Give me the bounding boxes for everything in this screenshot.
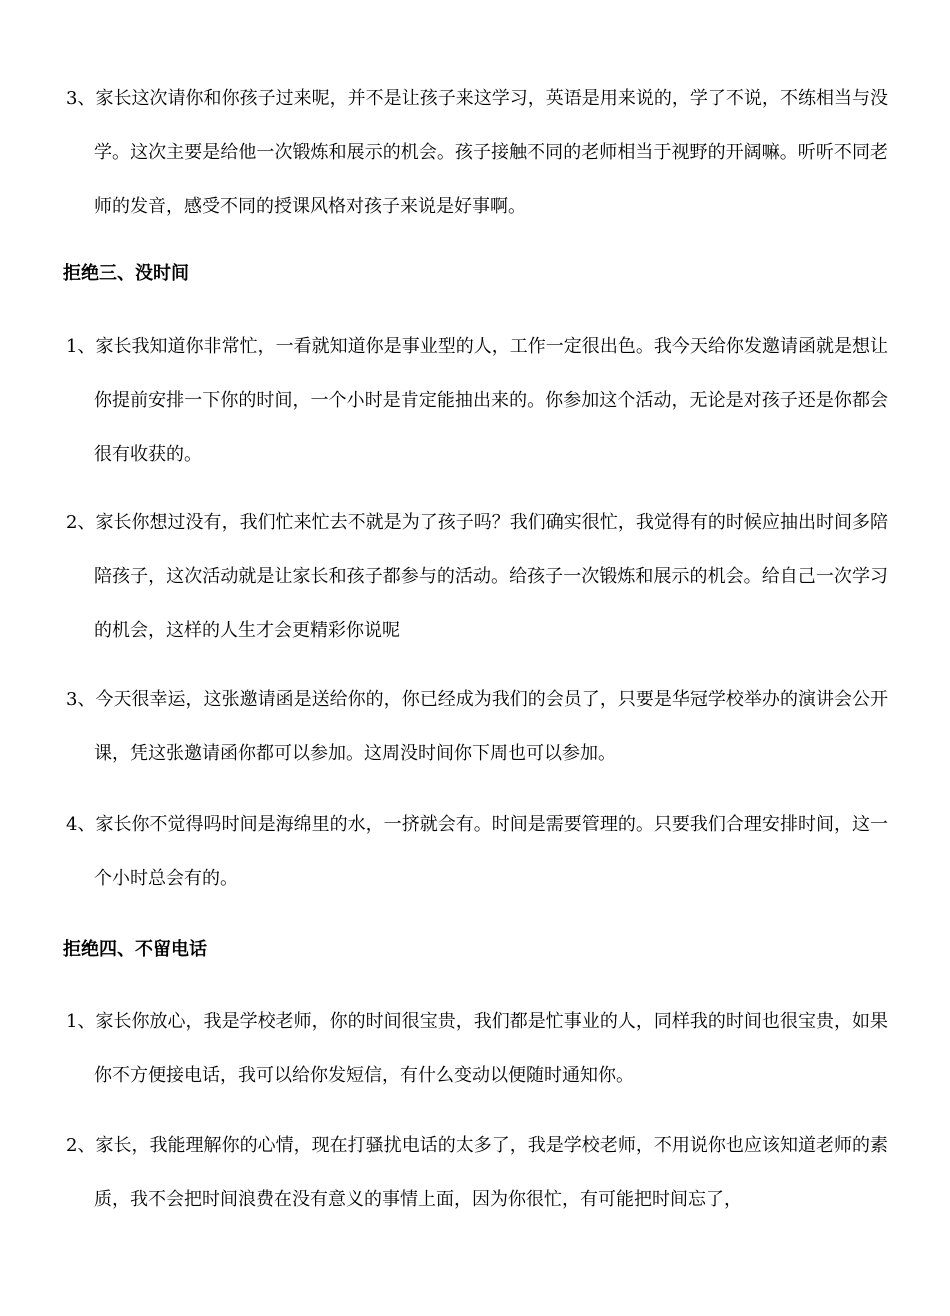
item-text: 家长我知道你非常忙，一看就知道你是事业型的人，工作一定很出色。我今天给你发邀请函就是想让你提前安排一下你的时间，一个小时是肯定能抽出来的。你参加这个活动，无论是对孩子还是你都会很有收获的。 bbox=[94, 336, 889, 465]
list-item bbox=[66, 673, 888, 781]
list-item bbox=[66, 798, 888, 906]
item-text: 家长你放心，我是学校老师，你的时间很宝贵，我们都是忙事业的人，同样我的时间也很宝贵，如果你不方便接电话，我可以给你发短信，有什么变动以便随时通知你。 bbox=[94, 1011, 889, 1086]
item-text: 今天很幸运，这张邀请函是送给你的，你已经成为我们的会员了，只要是华冠学校举办的演讲会公开课，凭这张邀请函你都可以参加。这周没时间你下周也可以参加。 bbox=[94, 689, 889, 764]
list-item bbox=[66, 496, 888, 658]
list-item bbox=[66, 320, 888, 482]
list-item bbox=[66, 995, 888, 1103]
item-number: 2、 bbox=[66, 512, 96, 533]
list-item bbox=[66, 1119, 888, 1227]
item-number: 1、 bbox=[66, 1011, 96, 1032]
section-heading: 拒绝三、没时间 bbox=[63, 263, 189, 284]
item-number: 1、 bbox=[66, 336, 96, 357]
item-number: 3、 bbox=[66, 88, 96, 109]
item-number: 4、 bbox=[66, 814, 96, 835]
item-text: 家长你想过没有，我们忙来忙去不就是为了孩子吗？我们确实很忙，我觉得有的时候应抽出时间多陪陪孩子，这次活动就是让家长和孩子都参与的活动。给孩子一次锻炼和展示的机会。给自己一次学习的机会，这样的人生才会更精彩你说呢 bbox=[94, 512, 889, 641]
item-text: 家长这次请你和你孩子过来呢，并不是让孩子来这学习，英语是用来说的，学了不说，不练相当与没学。这次主要是给他一次锻炼和展示的机会。孩子接触不同的老师相当于视野的开阔嘛。听听不同老师的发音，感受不同的授课风格对孩子来说是好事啊。 bbox=[94, 88, 889, 217]
item-number: 3、 bbox=[66, 689, 96, 710]
list-item bbox=[66, 72, 888, 234]
section-heading: 拒绝四、不留电话 bbox=[63, 939, 207, 960]
item-number: 2、 bbox=[66, 1135, 96, 1156]
item-text: 家长，我能理解你的心情，现在打骚扰电话的太多了，我是学校老师，不用说你也应该知道老师的素质，我不会把时间浪费在没有意义的事情上面，因为你很忙，有可能把时间忘了， bbox=[94, 1135, 889, 1210]
item-text: 家长你不觉得吗时间是海绵里的水，一挤就会有。时间是需要管理的。只要我们合理安排时间，这一个小时总会有的。 bbox=[94, 814, 889, 889]
